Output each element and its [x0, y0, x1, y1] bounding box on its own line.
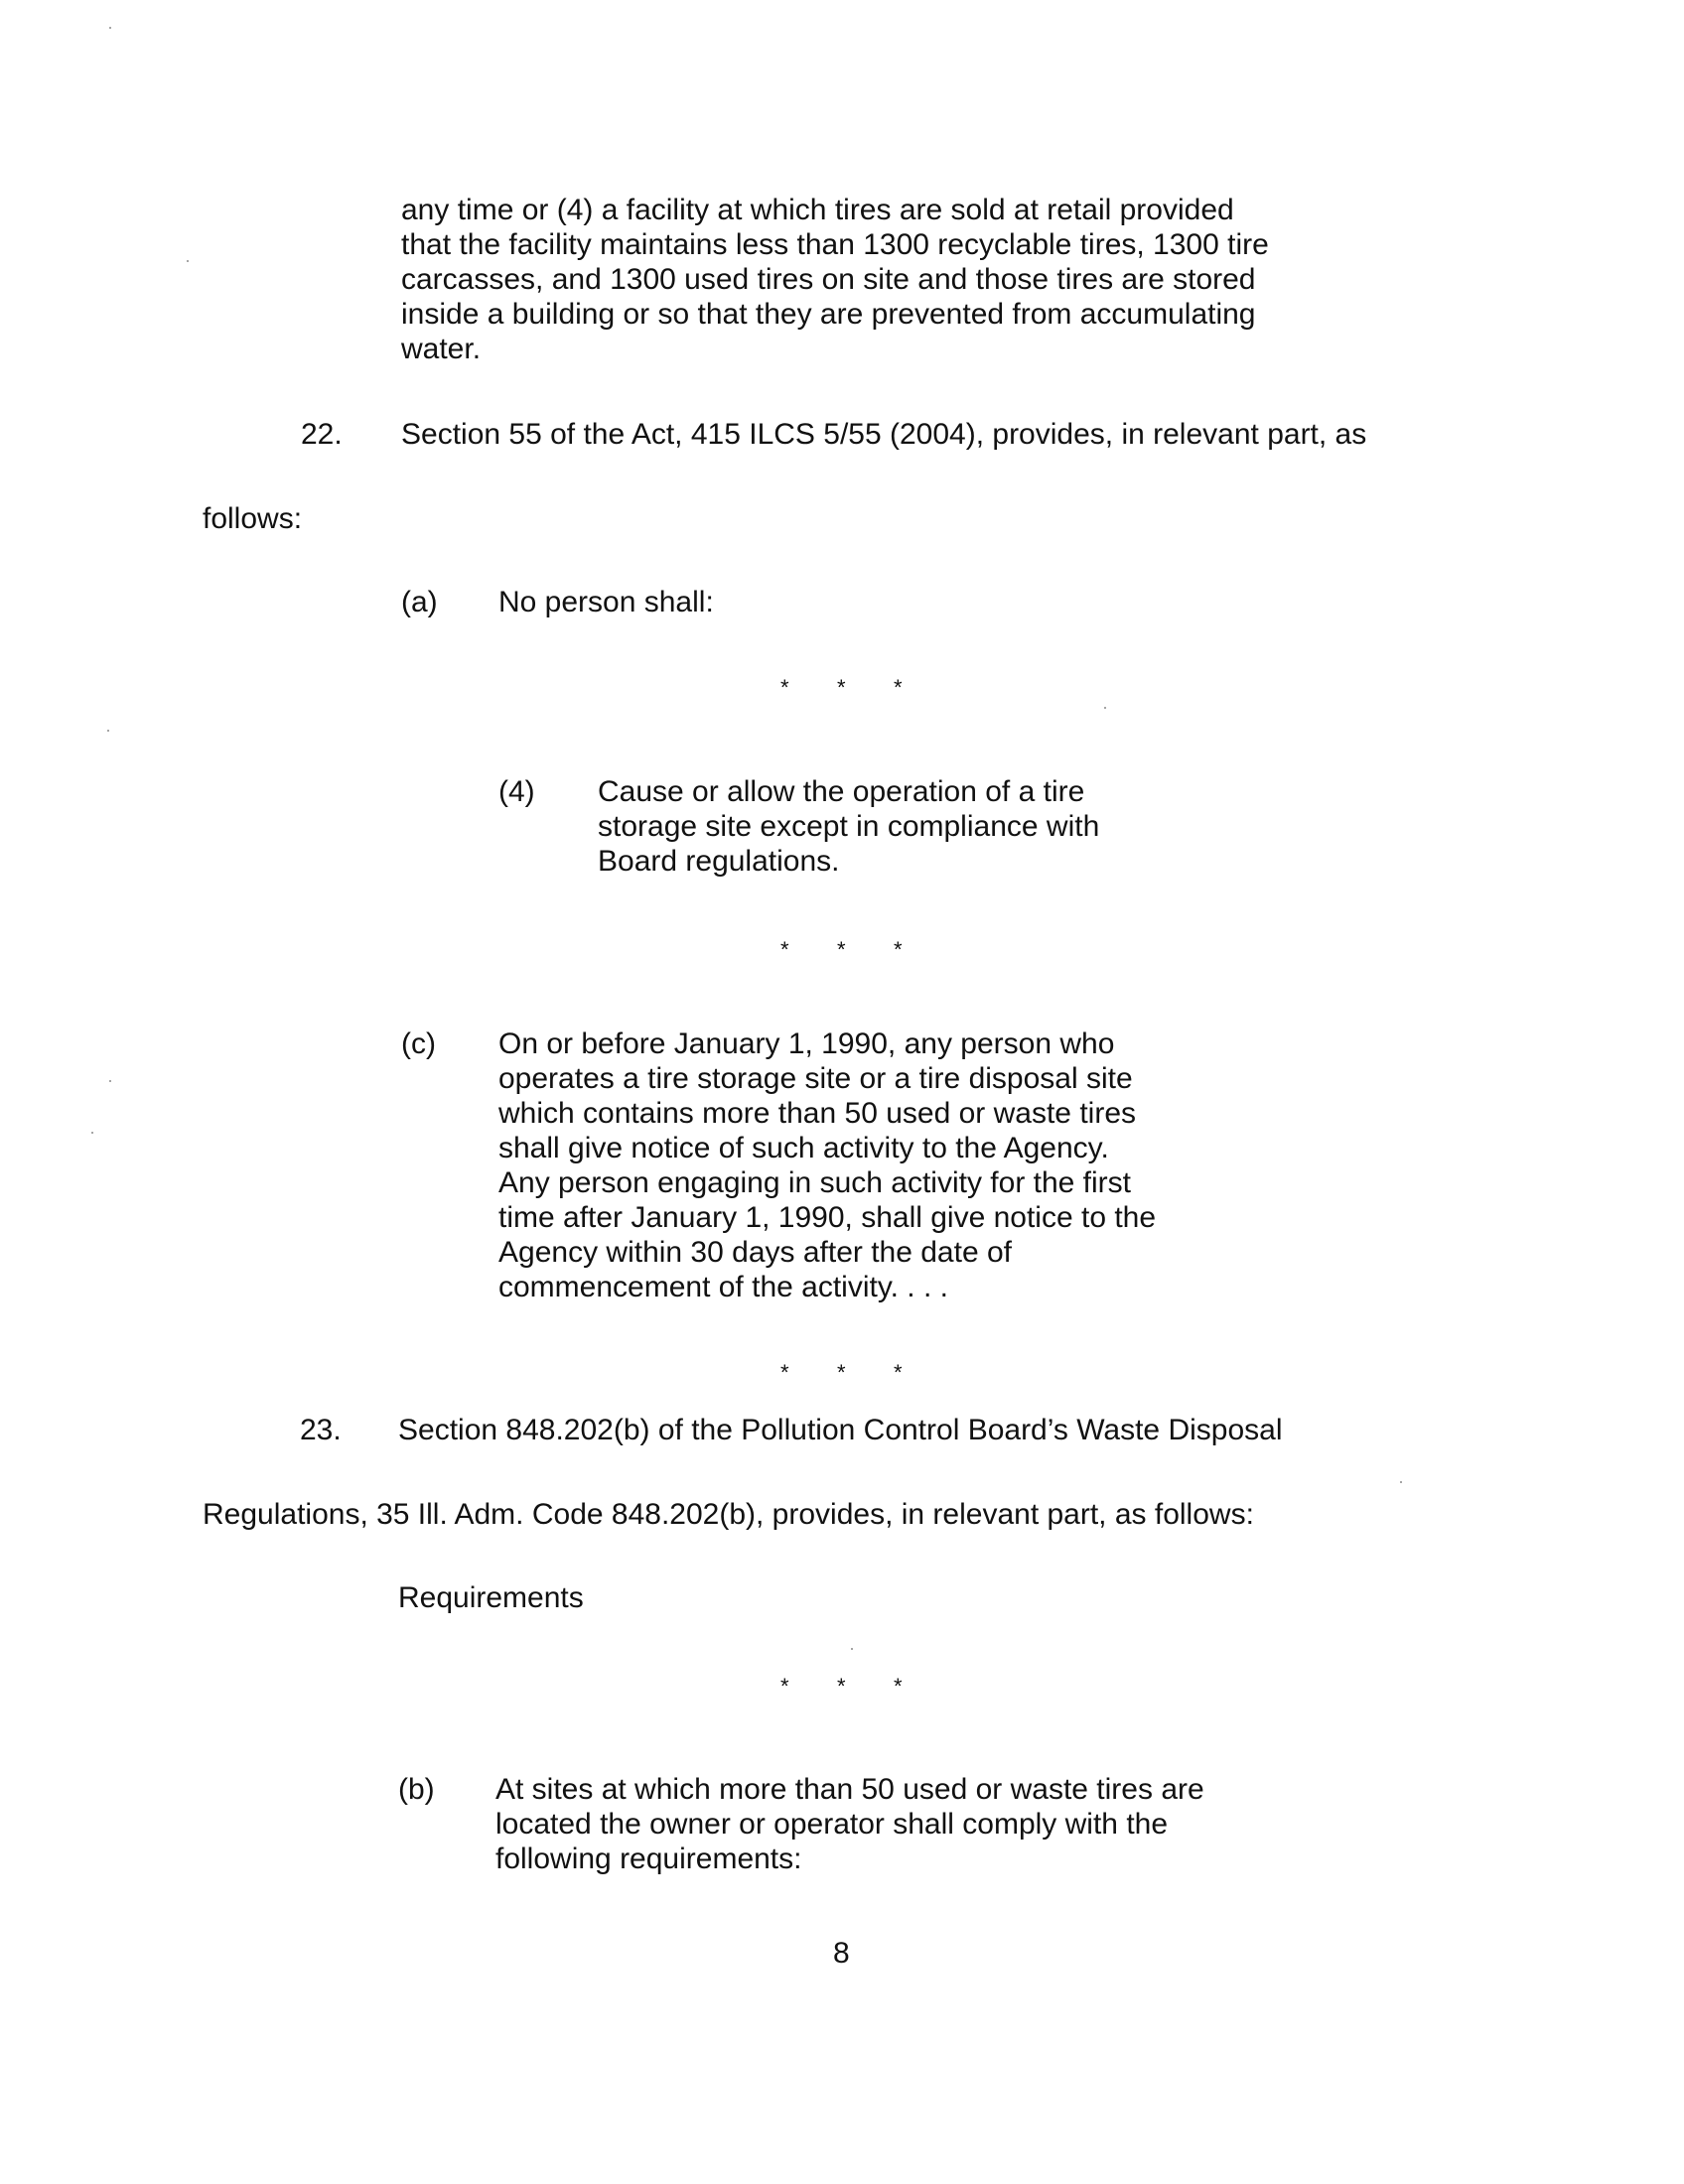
text-line: following requirements: [495, 1843, 802, 1875]
text-line: Agency within 30 days after the date of [498, 1236, 1012, 1269]
text-line: At sites at which more than 50 used or waste tires are [495, 1773, 1204, 1806]
star: * [894, 937, 903, 962]
star: * [837, 937, 846, 962]
text-line: which contains more than 50 used or waste tires [498, 1097, 1136, 1130]
text-line: that the facility maintains less than 1300 recyclable tires, 1300 tire [401, 228, 1269, 261]
paragraph-23-continuation: Regulations, 35 Ill. Adm. Code 848.202(b), provides, in relevant part, as follows: [203, 1498, 1254, 1531]
scan-speck [109, 1080, 111, 1082]
star: * [780, 1674, 789, 1699]
scan-speck [1400, 1481, 1402, 1483]
scan-speck [109, 27, 111, 29]
item-4-label: (4) [498, 775, 535, 808]
item-4-text [598, 774, 1099, 879]
requirements-heading: Requirements [398, 1581, 584, 1614]
page-number: 8 [833, 1937, 850, 1970]
text-line: Board regulations. [598, 845, 840, 878]
text-line: carcasses, and 1300 used tires on site and those tires are stored [401, 263, 1256, 296]
subsection-c-text [498, 1026, 1156, 1304]
star: * [837, 1360, 846, 1385]
text-line: time after January 1, 1990, shall give notice to the [498, 1201, 1157, 1234]
subsection-b-text [495, 1772, 1204, 1876]
text-line: On or before January 1, 1990, any person who [498, 1027, 1115, 1060]
ellipsis-stars [780, 1360, 950, 1386]
star: * [894, 1674, 903, 1699]
paragraph-22-text: Section 55 of the Act, 415 ILCS 5/55 (2004), provides, in relevant part, as [401, 418, 1367, 451]
ellipsis-stars [780, 937, 950, 963]
star: * [837, 1674, 846, 1699]
text-line: water. [401, 333, 482, 365]
text-line: inside a building or so that they are prevented from accumulating [401, 298, 1256, 331]
paragraph-22-continuation: follows: [203, 502, 303, 535]
star: * [894, 675, 903, 700]
star: * [894, 1360, 903, 1385]
text-line: any time or (4) a facility at which tires are sold at retail provided [401, 194, 1234, 226]
ellipsis-stars [780, 1674, 950, 1700]
star: * [780, 937, 789, 962]
text-line: storage site except in compliance with [598, 810, 1100, 843]
subsection-b-label: (b) [398, 1773, 435, 1806]
text-line: operates a tire storage site or a tire disposal site [498, 1062, 1133, 1095]
scan-speck [107, 730, 109, 732]
star: * [780, 1360, 789, 1385]
star: * [780, 675, 789, 700]
subsection-c-label: (c) [401, 1027, 436, 1060]
scan-speck [91, 1132, 93, 1134]
ellipsis-stars [780, 675, 950, 701]
paragraph-23-text: Section 848.202(b) of the Pollution Control Board’s Waste Disposal [398, 1414, 1283, 1446]
text-line: Any person engaging in such activity for the first [498, 1166, 1132, 1199]
top-quoted-block [401, 193, 1269, 366]
text-line: Cause or allow the operation of a tire [598, 775, 1085, 808]
subsection-a-text: No person shall: [498, 586, 714, 618]
star: * [837, 675, 846, 700]
text-line: located the owner or operator shall comply with the [495, 1808, 1169, 1841]
paragraph-number-23: 23. [300, 1414, 342, 1446]
scan-speck [187, 260, 189, 262]
text-line: commencement of the activity. . . . [498, 1271, 948, 1303]
paragraph-number-22: 22. [301, 418, 343, 451]
scan-speck [1104, 707, 1106, 709]
text-line: shall give notice of such activity to the Agency. [498, 1132, 1109, 1164]
scan-speck [851, 1648, 853, 1650]
subsection-a-label: (a) [401, 586, 438, 618]
